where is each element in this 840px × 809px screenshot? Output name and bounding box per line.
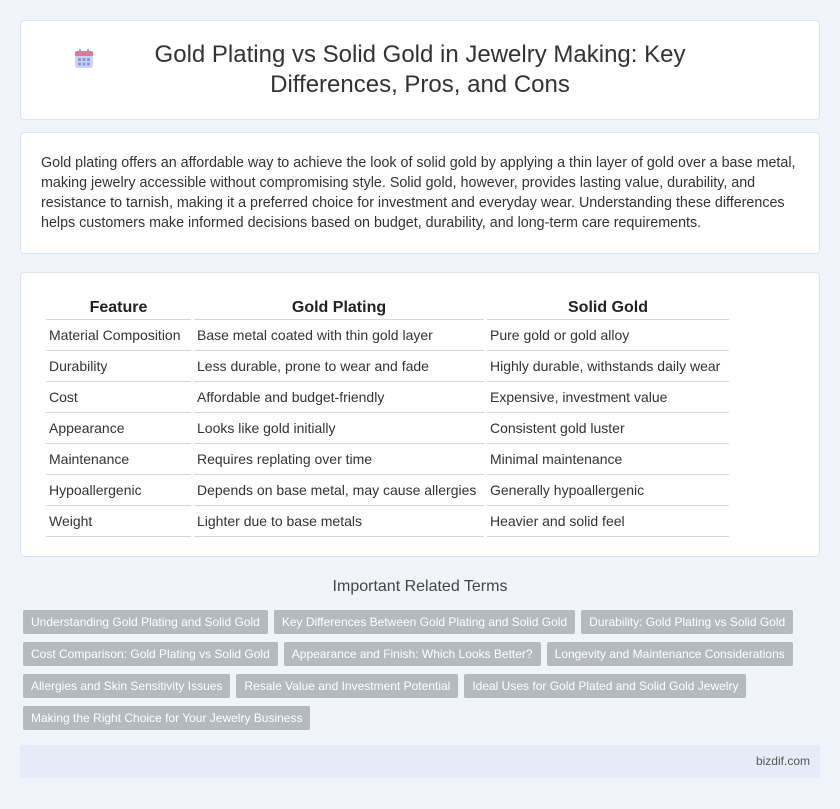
feature-cell: Hypoallergenic: [46, 475, 191, 506]
header-feature: Feature: [46, 297, 191, 320]
table-row: [46, 506, 729, 537]
related-term-tag[interactable]: Making the Right Choice for Your Jewelry Business: [23, 706, 310, 730]
gold-plating-cell: Looks like gold initially: [194, 413, 484, 444]
feature-cell: Maintenance: [46, 444, 191, 475]
footer-bar: [20, 745, 820, 778]
solid-gold-cell: Minimal maintenance: [487, 444, 729, 475]
table-row: [46, 413, 729, 444]
related-terms-title: Important Related Terms: [332, 578, 508, 595]
feature-cell: Durability: [46, 351, 191, 382]
related-terms-list: [23, 610, 823, 730]
solid-gold-cell: Highly durable, withstands daily wear: [487, 351, 729, 382]
related-term-tag[interactable]: Durability: Gold Plating vs Solid Gold: [581, 610, 793, 634]
page-title: Gold Plating vs Solid Gold in Jewelry Making: Key Differences, Pros, and Cons: [154, 41, 686, 98]
solid-gold-cell: Pure gold or gold alloy: [487, 320, 729, 351]
related-term-tag[interactable]: Longevity and Maintenance Considerations: [547, 642, 793, 666]
intro-paragraph: Gold plating offers an affordable way to achieve the look of solid gold by applying a thin layer of gold over a base metal, making jewelry accessible without compromising style. Solid gold, however, provides lasting value, durability, and resistance to tarnish, making it a preferred choice for investment and everyday wear. Understanding these differences helps customers make informed decisions based on budget, durability, and long-term care requirements.: [41, 155, 796, 231]
title-card: [20, 20, 820, 120]
table-row: [46, 351, 729, 382]
related-term-tag[interactable]: Understanding Gold Plating and Solid Gold: [23, 610, 268, 634]
solid-gold-cell: Heavier and solid feel: [487, 506, 729, 537]
related-term-tag[interactable]: Key Differences Between Gold Plating and Solid Gold: [274, 610, 575, 634]
feature-cell: Appearance: [46, 413, 191, 444]
header-gold-plating: Gold Plating: [194, 297, 484, 320]
table-row: [46, 475, 729, 506]
gold-plating-cell: Lighter due to base metals: [194, 506, 484, 537]
related-term-tag[interactable]: Ideal Uses for Gold Plated and Solid Gold Jewelry: [464, 674, 746, 698]
gold-plating-cell: Depends on base metal, may cause allergies: [194, 475, 484, 506]
solid-gold-cell: Expensive, investment value: [487, 382, 729, 413]
table-row: [46, 382, 729, 413]
table-header-row: [46, 297, 729, 320]
footer-site-name: bizdif.com: [755, 754, 810, 768]
table-row: [46, 444, 729, 475]
comparison-table-card: [20, 272, 820, 557]
comparison-table: [43, 297, 732, 537]
gold-plating-cell: Base metal coated with thin gold layer: [194, 320, 484, 351]
feature-cell: Weight: [46, 506, 191, 537]
solid-gold-cell: Generally hypoallergenic: [487, 475, 729, 506]
feature-cell: Cost: [46, 382, 191, 413]
table-row: [46, 320, 729, 351]
related-term-tag[interactable]: Appearance and Finish: Which Looks Better?: [284, 642, 541, 666]
gold-plating-cell: Affordable and budget-friendly: [194, 382, 484, 413]
header-solid-gold: Solid Gold: [487, 297, 729, 320]
related-term-tag[interactable]: Resale Value and Investment Potential: [236, 674, 458, 698]
gold-plating-cell: Less durable, prone to wear and fade: [194, 351, 484, 382]
feature-cell: Material Composition: [46, 320, 191, 351]
related-term-tag[interactable]: Allergies and Skin Sensitivity Issues: [23, 674, 230, 698]
intro-card: [20, 132, 820, 254]
related-term-tag[interactable]: Cost Comparison: Gold Plating vs Solid Gold: [23, 642, 278, 666]
solid-gold-cell: Consistent gold luster: [487, 413, 729, 444]
gold-plating-cell: Requires replating over time: [194, 444, 484, 475]
